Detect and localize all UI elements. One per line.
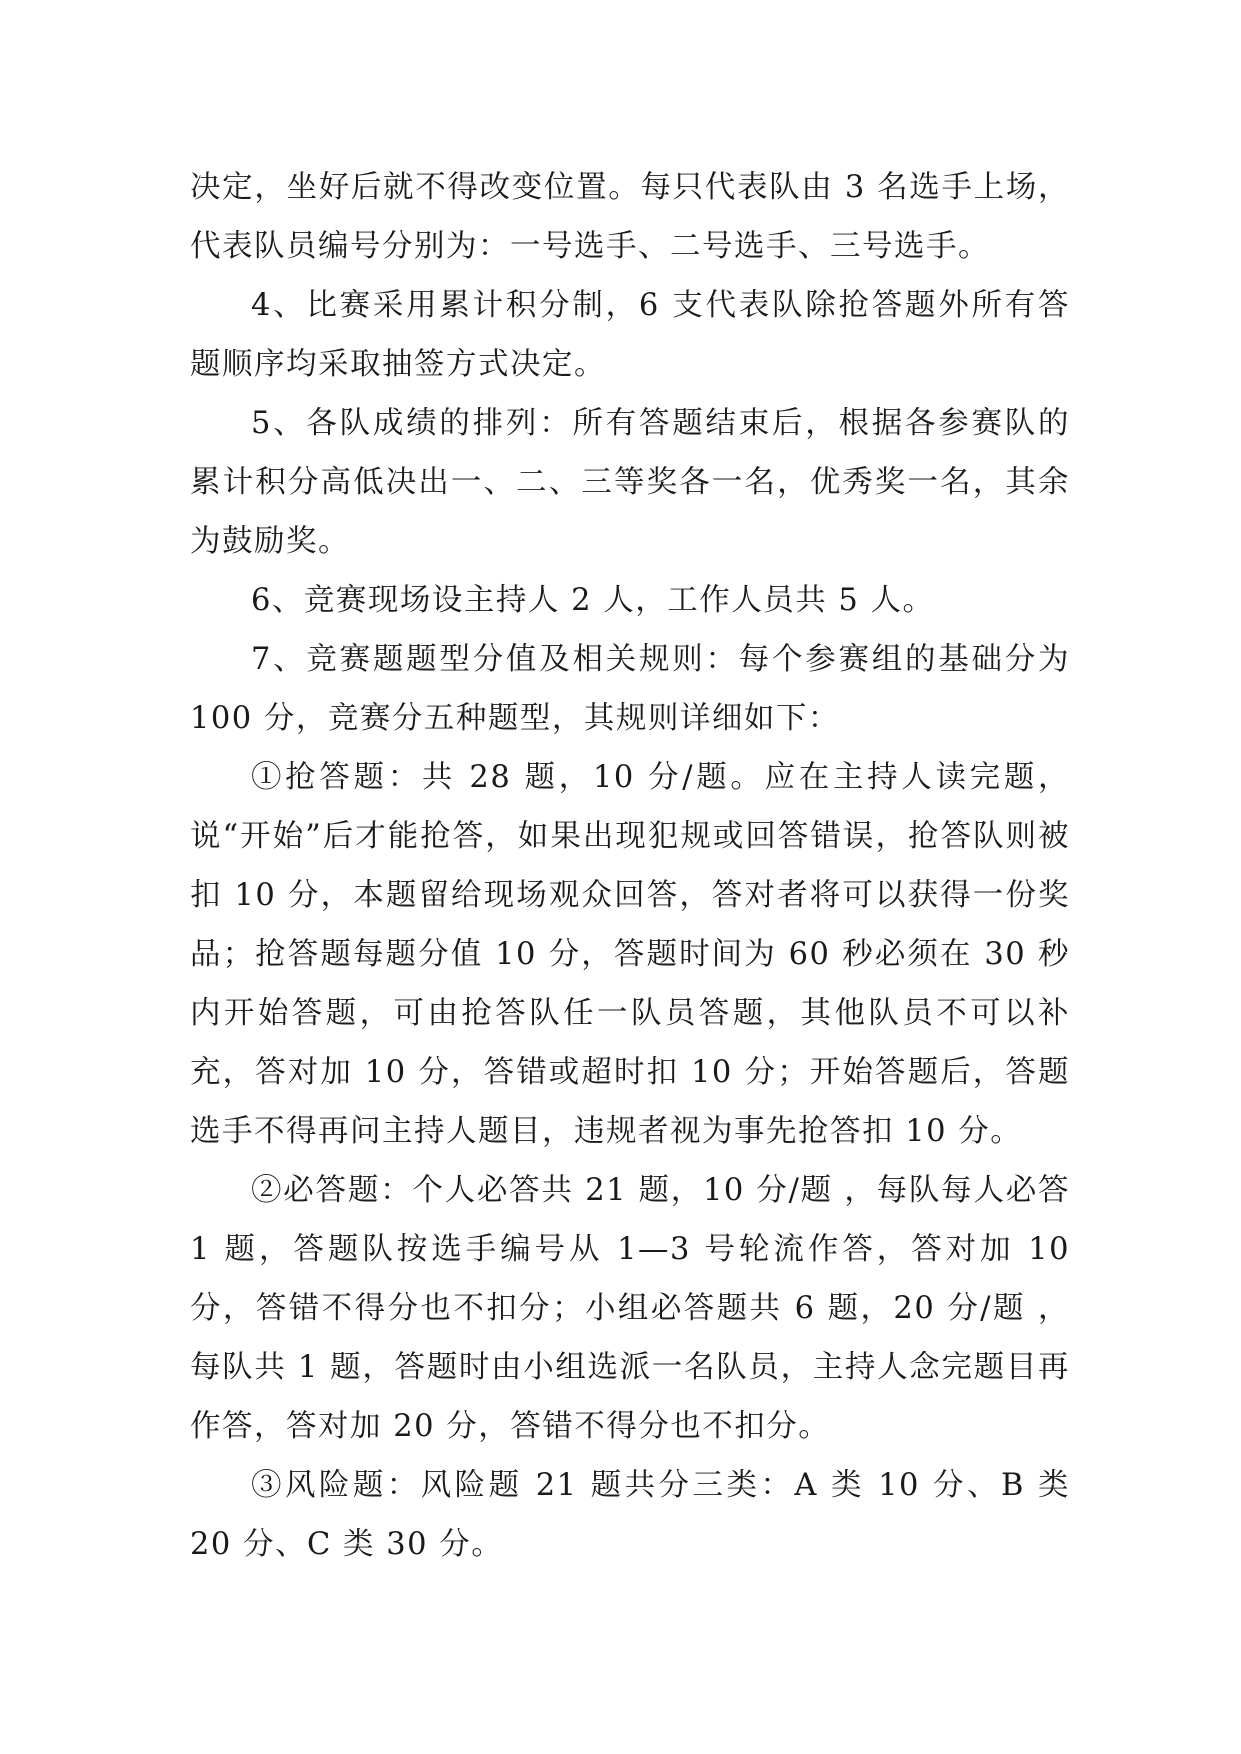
paragraph-rule-5-ranking: 5、各队成绩的排列：所有答题结束后，根据各参赛队的累计积分高低决出一、二、三等奖各一名，优秀奖一名，其余为鼓励奖。 — [190, 406, 1070, 559]
paragraph-rule-7-question-types: 7、竞赛题题型分值及相关规则：每个参赛组的基础分为 100 分，竞赛分五种题型，其规则详细如下： — [190, 642, 1070, 736]
paragraph-risk-questions: ③风险题：风险题 21 题共分三类：A 类 10 分、B 类 20 分、C 类 30 分。 — [190, 1468, 1070, 1562]
document-body — [190, 158, 1070, 1574]
paragraph-rule-4-scoring: 4、比赛采用累计积分制，6 支代表队除抢答题外所有答题顺序均采取抽签方式决定。 — [190, 288, 1070, 382]
paragraph-team-seating: 决定，坐好后就不得改变位置。每只代表队由 3 名选手上场，代表队员编号分别为：一号选手、二号选手、三号选手。 — [190, 170, 1070, 264]
paragraph-rule-6-staff: 6、竞赛现场设主持人 2 人，工作人员共 5 人。 — [251, 583, 935, 618]
paragraph-buzzer-questions: ①抢答题：共 28 题，10 分/题。应在主持人读完题，说“开始”后才能抢答，如果出现犯规或回答错误，抢答队则被扣 10 分，本题留给现场观众回答，答对者将可以获得一份奖品；抢答题每题分值 10 分，答题时间为 60 秒必须在 30 秒内开始答题，可由抢答队任一队员答题，其他队员不可以补充，答对加 10 分，答错或超时扣 10 分；开始答题后，答题选手不得再问主持人题目，违规者视为事先抢答扣 10 分。 — [190, 760, 1070, 1149]
paragraph-required-questions: ②必答题：个人必答共 21 题，10 分/题 ，每队每人必答 1 题，答题队按选手编号从 1—3 号轮流作答，答对加 10 分，答错不得分也不扣分；小组必答题共 6 题，20 分/题 ，每队共 1 题，答题时由小组选派一名队员，主持人念完题目再作答，答对加 20 分，答错不得分也不扣分。 — [190, 1173, 1070, 1444]
